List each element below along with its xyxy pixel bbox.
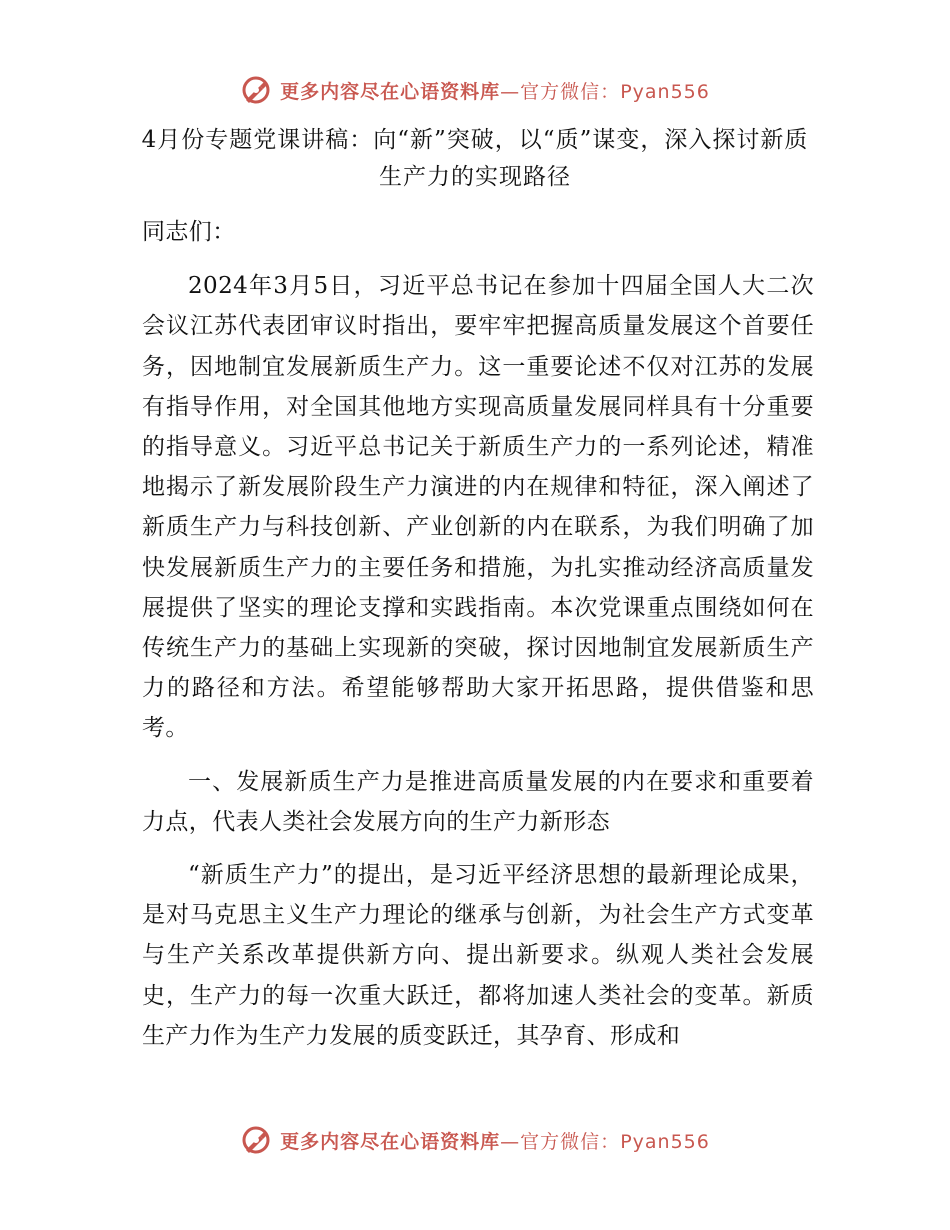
banner-text — [280, 1127, 710, 1154]
header-banner — [0, 70, 950, 110]
pen-circle-logo-icon — [240, 74, 272, 106]
banner-separator: — — [500, 1130, 521, 1153]
banner-wechat-label: 官方微信： — [520, 1130, 621, 1153]
banner-wechat-label: 官方微信： — [520, 80, 621, 103]
section-heading-1: 一、发展新质生产力是推进高质量发展的内在要求和重要着力点，代表人类社会发展方向的生产力新形态 — [142, 768, 814, 835]
paragraph-intro: 2024年3月5日，习近平总书记在参加十四届全国人大二次会议江苏代表团审议时指出，要牢牢把握高质量发展这个首要任务，因地制宜发展新质生产力。这一重要论述不仅对江苏的发展有指导作用，对全国其他地方实现高质量发展同样具有十分重要的指导意义。习近平总书记关于新质生产力的一系列论述，精准地揭示了新发展阶段生产力演进的内在规律和特征，深入阐述了新质生产力与科技创新、产业创新的内在联系，为我们明确了加快发展新质生产力的主要任务和措施，为扎实推动经济高质量发展提供了坚实的理论支撑和实践指南。本次党课重点围绕如何在传统生产力的基础上实现新的突破，探讨因地制宜发展新质生产力的路径和方法。希望能够帮助大家开拓思路，提供借鉴和思考。 — [142, 273, 814, 742]
banner-separator: — — [500, 80, 521, 103]
footer-banner — [0, 1120, 950, 1160]
banner-wechat-id: Pyan556 — [620, 80, 710, 103]
banner-main-text: 更多内容尽在心语资料库 — [280, 1130, 501, 1153]
banner-text — [280, 77, 710, 104]
document-body — [142, 212, 814, 1069]
pen-circle-logo-icon — [240, 1124, 272, 1156]
banner-main-text: 更多内容尽在心语资料库 — [280, 80, 501, 103]
greeting: 同志们： — [142, 219, 236, 245]
paragraph-section-1: “新质生产力”的提出，是习近平经济思想的最新理论成果，是对马克思主义生产力理论的继承与创新，为社会生产方式变革与生产关系改革提供新方向、提出新要求。纵观人类社会发展史，生产力的每一次重大跃迁，都将加速人类社会的变革。新质生产力作为生产力发展的质变跃迁，其孕育、形成和 — [142, 862, 814, 1049]
banner-wechat-id: Pyan556 — [620, 1130, 710, 1153]
document-title: 4月份专题党课讲稿：向“新”突破，以“质”谋变，深入探讨新质生产力的实现路径 — [141, 127, 809, 190]
